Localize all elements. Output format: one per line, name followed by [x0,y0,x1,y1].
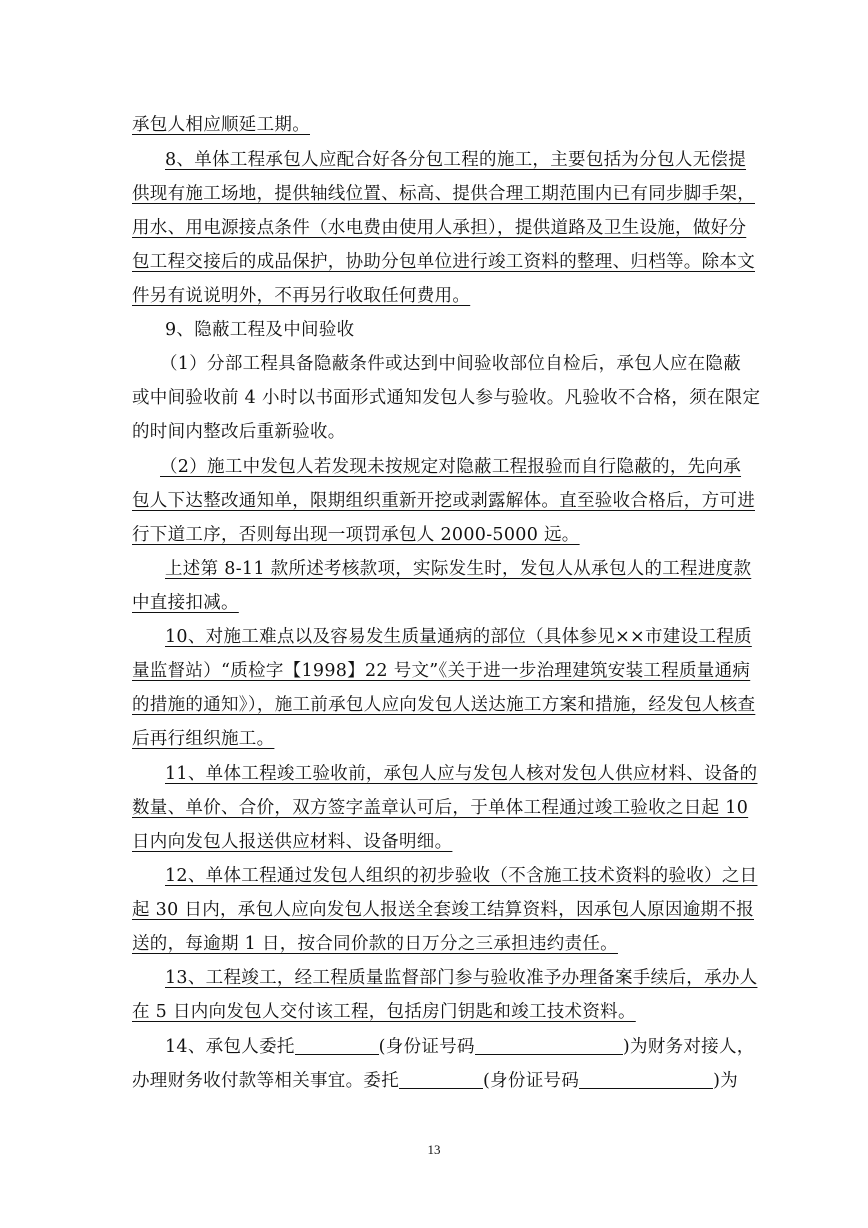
text-line: 数量、单价、合价，双方签字盖章认可后，于单体工程通过竣工验收之日起 10 [132,798,749,818]
text-line: （2）施工中发包人若发现未按规定对隐蔽工程报验而自行隐蔽的，先向承 [160,457,742,477]
section-heading: 9、隐蔽工程及中间验收 [165,320,355,340]
text-line: 包人下达整改通知单，限期组织重新开挖或剥露解体。直至验收合格后，方可进 [132,491,755,511]
text-line: 送的，每逾期 1 日，按合同价款的日万分之三承担违约责任。 [132,934,618,954]
id-number-blank[interactable] [475,1036,623,1055]
text-line: 在 5 日内向发包人交付该工程，包括房门钥匙和竣工技术资料。 [132,1002,636,1022]
text-line: 用水、用电源接点条件（水电费由使用人承担），提供道路及卫生设施，做好分 [132,218,747,238]
item-14-text: (身份证号码 [378,1037,475,1057]
text-line: 11、单体工程竣工验收前，承包人应与发包人核对发包人供应材料、设备的 [165,764,758,784]
id-number-blank[interactable] [579,1070,713,1089]
text-line: （1）分部工程具备隐蔽条件或达到中间验收部位自检后，承包人应在隐蔽 [160,354,742,374]
name-blank[interactable] [295,1036,379,1055]
text-line: 13、工程竣工，经工程质量监督部门参与验收准予办理备案手续后，承办人 [165,968,758,988]
item-14-text: )为 [713,1071,739,1091]
text-line: 或中间验收前 4 小时以书面形式通知发包人参与验收。凡验收不合格，须在限定 [132,388,761,408]
text-line: 10、对施工难点以及容易发生质量通病的部位（具体参见××市建设工程质 [165,627,752,647]
item-14-text: 办理财务收付款等相关事宜。委托 [132,1071,399,1091]
text-line: 件另有说说明外，不再另行收取任何费用。 [132,286,471,306]
text-line: 起 30 日内，承包人应向发包人报送全套竣工结算资料，因承包人原因逾期不报 [132,900,754,920]
text-line: 的措施的通知》），施工前承包人应向发包人送达施工方案和措施，经发包人核查 [132,695,756,715]
text-line: 中直接扣减。 [132,593,239,613]
text-line: 供现有施工场地，提供轴线位置、标高、提供合理工期范围内已有同步脚手架， [132,184,755,204]
text-line: 后再行组织施工。 [132,729,275,749]
text-line: 行下道工序，否则每出现一项罚承包人 2000-5000 远。 [132,525,580,545]
name-blank[interactable] [399,1070,483,1089]
text-line: 12、单体工程通过发包人组织的初步验收（不含施工技术资料的验收）之日 [165,866,758,886]
text-line: 上述第 8-11 款所述考核款项，实际发生时，发包人从承包人的工程进度款 [165,559,752,579]
page-number: 13 [427,1142,441,1157]
text-line: 日内向发包人报送供应材料、设备明细。 [132,832,453,852]
text-line: 8、单体工程承包人应配合好各分包工程的施工，主要包括为分包人无偿提 [165,150,747,170]
item-14-text: )为财务对接人， [622,1037,755,1057]
text-line: 量监督站）“质检字【1998】22 号文”《关于进一步治理建筑安装工程质量通病 [132,661,751,681]
text-line: 承包人相应顺延工期。 [132,115,310,135]
item-14-text: 14、承包人委托 [165,1037,295,1057]
text-line: 包工程交接后的成品保护，协助分包单位进行竣工资料的整理、归档等。除本文 [132,252,755,272]
item-14-line-2 [132,1069,738,1093]
text-line: 的时间内整改后重新验收。 [132,422,346,442]
item-14-line-1 [165,1035,755,1059]
item-14-text: (身份证号码 [483,1071,580,1091]
